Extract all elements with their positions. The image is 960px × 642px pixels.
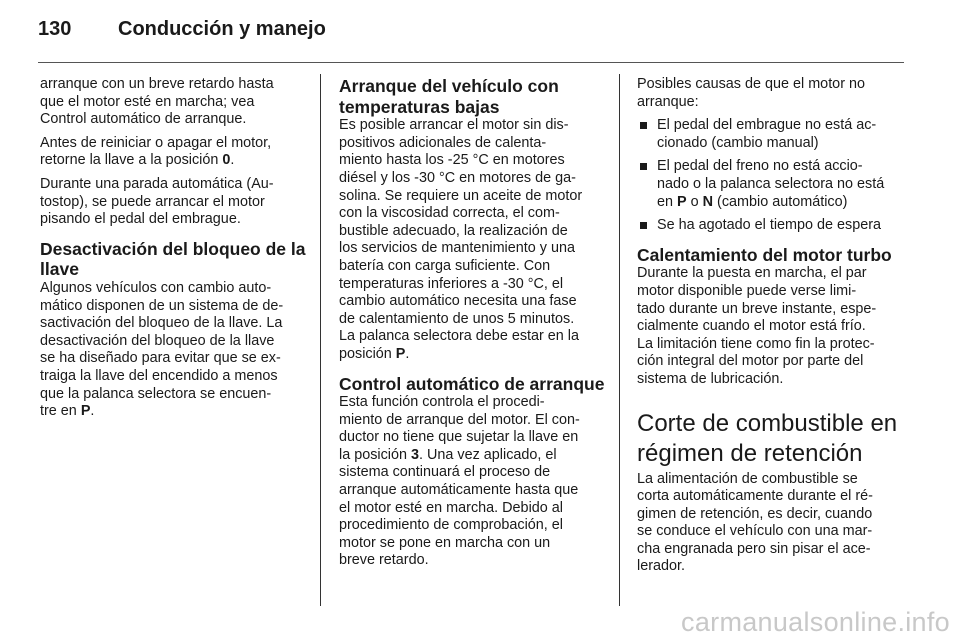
paragraph-bloqueo-llave xyxy=(40,280,302,421)
text-line: Algunos vehículos con cambio auto- xyxy=(40,279,272,296)
column-divider-2 xyxy=(619,74,620,606)
heading-arranque-temperaturas-bajas xyxy=(339,76,601,117)
paragraph-corte-combustible xyxy=(637,471,899,577)
bullet-square-icon xyxy=(640,163,647,170)
text-line: Es posible arrancar el motor sin dis- xyxy=(339,117,569,134)
text-span: . Una vez aplicado, el xyxy=(419,446,557,463)
position-p: P xyxy=(677,193,687,210)
text-line: miento de arranque del motor. El con- xyxy=(339,411,580,428)
text-line: ductor no tiene que sujetar la llave en xyxy=(339,429,579,446)
text-line: de calentamiento de unos 5 minutos. xyxy=(339,310,575,327)
heading-calentamiento-turbo xyxy=(637,245,899,266)
paragraph-autostop xyxy=(40,176,302,229)
text-line: positivos adicionales de calenta- xyxy=(339,134,547,151)
text-line: procedimiento de comprobación, el xyxy=(339,517,563,534)
text-line: bustible adecuado, la realización de xyxy=(339,222,568,239)
position-3: 3 xyxy=(411,446,420,463)
paragraph-arranque-retardo xyxy=(40,76,302,129)
text-span: (cambio automático) xyxy=(713,193,848,210)
text-line: desactivación del bloqueo de la llave xyxy=(40,332,275,349)
list-item xyxy=(637,117,899,152)
text-line: La alimentación de combustible se xyxy=(637,470,858,487)
heading-control-automatico-arranque xyxy=(339,373,605,395)
paragraph-turbo xyxy=(637,265,899,388)
text-line: La limitación tiene como fin la protec- xyxy=(637,335,875,352)
text-line: los servicios de mantenimiento y una xyxy=(339,240,575,257)
heading-line: temperaturas bajas xyxy=(339,96,500,117)
watermark: carmanualsonline.info xyxy=(681,607,950,637)
text-line: nado o la palanca selectora no está xyxy=(657,175,885,192)
page-number: 130 xyxy=(38,18,72,40)
paragraph-temperaturas-bajas xyxy=(339,117,601,363)
text-line: se ha diseñado para evitar que se ex- xyxy=(40,350,281,367)
text-line: motor disponible puede verse limi- xyxy=(637,282,857,299)
heading-line: Control automático de arranque xyxy=(339,373,605,394)
header-divider xyxy=(38,62,904,63)
text-line: lerador. xyxy=(637,558,685,575)
text-line: sistema continuará el proceso de xyxy=(339,464,551,481)
text-line: que el motor esté en marcha; vea xyxy=(40,93,255,110)
column-3 xyxy=(637,76,899,582)
heading-line: Calentamiento del motor turbo xyxy=(637,244,892,265)
text-span: en xyxy=(657,193,678,210)
heading-line: régimen de retención xyxy=(637,439,863,467)
position-p: P xyxy=(395,345,406,362)
paragraph-posibles-causas xyxy=(637,76,899,111)
paragraph-control-automatico xyxy=(339,394,601,570)
position-0: 0 xyxy=(222,152,231,169)
text-line: gimen de retención, es decir, cuando xyxy=(637,505,873,522)
text-line: tostop), se puede arrancar el motor xyxy=(40,193,265,210)
column-divider-1 xyxy=(320,74,321,606)
text-line: Esta función controla el procedi- xyxy=(339,394,545,411)
text-span: tre en xyxy=(40,403,81,420)
paragraph-reiniciar xyxy=(40,135,302,170)
column-2 xyxy=(339,76,605,576)
heading-line: Desactivación del bloqueo de la xyxy=(40,238,306,259)
text-line: Se ha agotado el tiempo de espera xyxy=(657,217,882,234)
text-span: . xyxy=(230,152,235,169)
text-line: con la viscosidad correcta, el com- xyxy=(339,205,560,222)
text-line: El pedal del freno no está accio- xyxy=(657,158,863,175)
text-line: arranque: xyxy=(637,93,699,110)
text-line: sactivación del bloqueo de la llave. La xyxy=(40,315,283,332)
text-line: Durante una parada automática (Au- xyxy=(40,175,274,192)
position-n: N xyxy=(702,193,714,210)
text-line: sistema de lubricación. xyxy=(637,370,784,387)
text-line: El pedal del embrague no está ac- xyxy=(657,117,877,134)
text-line: mático disponen de un sistema de de- xyxy=(40,297,284,314)
text-span: posición xyxy=(339,345,396,362)
text-span: . xyxy=(90,403,95,420)
text-line: breve retardo. xyxy=(339,552,429,569)
text-line: que la palanca selectora se encuen- xyxy=(40,385,272,402)
text-line: corta automáticamente durante el ré- xyxy=(637,488,873,505)
text-line: cialmente cuando el motor está frío. xyxy=(637,318,866,335)
text-line: ción integral del motor por parte del xyxy=(637,353,864,370)
text-line: Control automático de arranque. xyxy=(40,111,247,128)
heading-line: Corte de combustible en xyxy=(637,409,898,437)
text-span: retorne la llave a la posición xyxy=(40,152,223,169)
text-line xyxy=(339,447,601,465)
heading-desactivacion-bloqueo xyxy=(40,238,306,280)
page-title: Conducción y manejo xyxy=(118,18,326,40)
text-line xyxy=(40,152,302,170)
text-span: la posición xyxy=(339,446,411,463)
heading-corte-combustible xyxy=(637,409,899,469)
text-line: tado durante un breve instante, espe- xyxy=(637,300,877,317)
text-line: Durante la puesta en marcha, el par xyxy=(637,265,867,282)
text-line xyxy=(40,403,302,421)
list-item xyxy=(637,158,899,211)
text-line: el motor esté en marcha. Debido al xyxy=(339,499,563,516)
text-line: solina. Se requiere un aceite de motor xyxy=(339,187,583,204)
list-item xyxy=(637,217,899,235)
text-line: batería con carga suficiente. Con xyxy=(339,257,551,274)
text-line: Antes de reiniciar o apagar el motor, xyxy=(40,134,272,151)
text-line: miento hasta los -25 °C en motores xyxy=(339,152,565,169)
text-line xyxy=(339,346,601,364)
text-line: cambio automático necesita una fase xyxy=(339,293,577,310)
column-1 xyxy=(40,76,306,427)
text-line: arranque con un breve retardo hasta xyxy=(40,76,274,92)
text-span: . xyxy=(405,345,410,362)
text-line: pisando el pedal del embrague. xyxy=(40,211,241,228)
text-span: o xyxy=(686,193,703,210)
bullet-square-icon xyxy=(640,222,647,229)
text-line: cha engranada pero sin pisar el ace- xyxy=(637,540,871,557)
text-line: cionado (cambio manual) xyxy=(657,134,819,151)
text-line: motor se pone en marcha con un xyxy=(339,534,551,551)
text-line: traiga la llave del encendido a menos xyxy=(40,367,278,384)
text-line: se conduce el vehículo con una mar- xyxy=(637,523,873,540)
text-line: Posibles causas de que el motor no xyxy=(637,76,865,92)
text-line: arranque automáticamente hasta que xyxy=(339,482,579,499)
text-line: La palanca selectora debe estar en la xyxy=(339,328,580,345)
text-line xyxy=(657,194,899,212)
text-line: diésel y los -30 °C en motores de ga- xyxy=(339,169,576,186)
heading-line: llave xyxy=(40,259,79,280)
position-p: P xyxy=(80,403,91,420)
heading-line: Arranque del vehículo con xyxy=(339,76,559,96)
page-header xyxy=(38,14,918,54)
bullet-square-icon xyxy=(640,122,647,129)
text-line: temperaturas inferiores a -30 °C, el xyxy=(339,275,564,292)
